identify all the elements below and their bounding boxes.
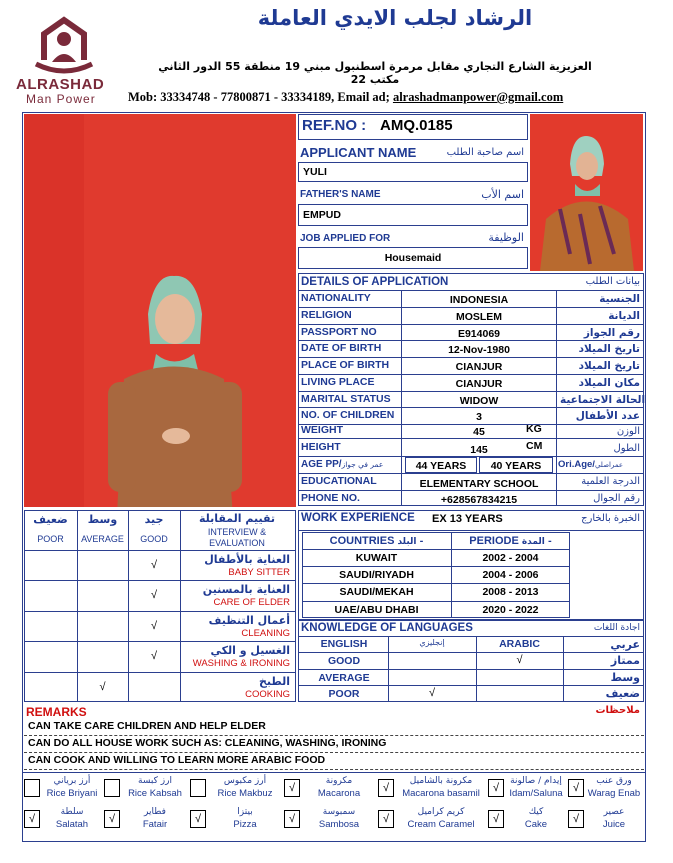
skill-name-ar: العناية بالمسنين [202, 583, 290, 597]
ref-value: AMQ.0185 [380, 117, 453, 134]
food-checkbox[interactable]: √ [190, 810, 206, 828]
remarks-label: REMARKS [26, 705, 87, 719]
row-divider [298, 391, 644, 392]
skill-name: BABY SITTER [228, 567, 290, 578]
weight-label-ar: الوزن [616, 426, 640, 437]
skill-good-mark: √ [150, 619, 158, 632]
remark-line: CAN TAKE CARE CHILDREN AND HELP ELDER [28, 720, 266, 732]
food-checkbox[interactable] [104, 779, 120, 797]
job-label-ar: الوظيفة [488, 231, 524, 244]
food-name-ar: مكرونة [325, 776, 353, 786]
skill-name-ar: أعمال التنظيف [208, 613, 290, 627]
height-label-ar: الطول [613, 443, 640, 454]
skill-name-ar: العناية بالأطفال [204, 553, 290, 566]
applicant-name-label-ar: اسم صاحبة الطلب [446, 147, 524, 158]
detail-label: NO. OF CHILDREN [301, 409, 395, 422]
food-name-ar: أرز برياني [53, 776, 91, 786]
row-divider [24, 611, 296, 612]
experience-country: SAUDI/RIYADH [339, 569, 414, 582]
food-name-ar: بيتزا [237, 807, 253, 817]
logo [14, 12, 114, 104]
lang-arabic-label-ar: عربي [610, 638, 640, 651]
language-level: GOOD [327, 655, 361, 667]
skill-poor-ar: ضعيف [33, 513, 68, 526]
food-name: Macarona basamil [402, 788, 480, 799]
lang-arabic-label: ARABIC [499, 638, 540, 650]
weight-label: WEIGHT [301, 424, 343, 436]
food-checkbox[interactable]: √ [24, 810, 40, 828]
food-name-ar: كيك [528, 807, 544, 817]
detail-label: PLACE OF BIRTH [301, 359, 390, 371]
details-header-ar: بيانات الطلب [585, 276, 640, 287]
food-name-ar: فطاير [144, 807, 166, 817]
detail-label: DATE OF BIRTH [301, 342, 382, 355]
company-title: الرشاد لجلب الايدي العاملة [257, 6, 533, 30]
food-name: Salatah [55, 819, 89, 830]
skill-eval-label: INTERVIEW & EVALUATION [207, 527, 267, 548]
food-checkbox[interactable]: √ [378, 779, 394, 797]
remark-divider [24, 752, 644, 753]
skill-name: CLEANING [241, 627, 290, 639]
detail-label: NATIONALITY [301, 292, 371, 304]
detail-label-ar: تاريخ الميلاد [578, 343, 640, 356]
food-name-ar: سلطة [60, 807, 84, 817]
father-name-label: FATHER'S NAME [300, 189, 381, 200]
food-checkbox[interactable]: √ [284, 779, 300, 797]
experience-period: 2002 - 2004 [482, 552, 539, 564]
detail-label-ar: الحالة الاجتماعية [560, 393, 646, 406]
languages-label-ar: اجادة اللغات [593, 623, 640, 633]
food-name: Sambosa [318, 819, 360, 830]
detail-label: RELIGION [301, 308, 352, 321]
row-divider [298, 357, 644, 358]
countries-label: COUNTRIES البلد - [329, 535, 424, 547]
row-divider [24, 672, 296, 673]
row-divider [302, 601, 570, 602]
skill-average-ar: وسط [87, 513, 118, 526]
food-name: Cake [524, 819, 548, 830]
row-divider [24, 580, 296, 581]
lang-english-label: ENGLISH [320, 638, 368, 650]
company-contact: Mob: 33334748 - 77800871 - 33334189, Email ad; alrashadmanpower@gmail.com [128, 90, 564, 104]
food-checkbox[interactable]: √ [488, 810, 504, 828]
detail-value: INDONESIA [449, 294, 509, 306]
skill-name-ar: الطبخ [258, 674, 290, 688]
skill-name: CARE OF ELDER [213, 597, 290, 609]
detail-value: 12-Nov-1980 [448, 344, 510, 357]
skill-eval-ar: تقييم المقابلة [198, 512, 276, 525]
father-name-label-ar: اسم الأب [481, 188, 524, 201]
applicant-passport-photo [530, 114, 643, 271]
ref-label: REF.NO : [302, 117, 367, 134]
remark-divider [24, 735, 644, 736]
detail-label-ar: الديانة [608, 309, 640, 322]
education-value: ELEMENTARY SCHOOL [419, 478, 539, 490]
food-checkbox[interactable]: √ [568, 779, 584, 797]
food-name-ar: إيدام / صالونة [510, 776, 562, 786]
height-unit: CM [526, 440, 543, 452]
food-name: Fatair [142, 819, 168, 830]
period-label: PERIODE المدة - [469, 535, 552, 547]
experience-label: WORK EXPERIENCE [301, 512, 415, 524]
height-label: HEIGHT [301, 441, 341, 453]
age-orig-label: Ori.Age/عمراصلي [558, 459, 624, 470]
food-name: Rice Kabsah [128, 788, 182, 799]
skill-poor-label: POOR [37, 534, 64, 544]
age-label: AGE PP/عمر في جواز [301, 459, 384, 470]
skill-good-mark: √ [150, 559, 158, 571]
father-name-value: EMPUD [303, 209, 341, 221]
food-checkbox[interactable]: √ [488, 779, 504, 797]
language-level: POOR [328, 688, 360, 701]
age-orig-value: 40 YEARS [490, 460, 542, 472]
food-name-ar: ارز كبسة [138, 776, 172, 786]
food-name: Macarona [317, 788, 361, 799]
skill-name-ar: الغسيل و الكي [210, 644, 290, 658]
food-name: Juice [602, 819, 626, 830]
job-label: JOB APPLIED FOR [300, 233, 391, 244]
age-pp-value: 44 YEARS [415, 460, 467, 472]
education-label-ar: الدرجة العلمية [581, 476, 640, 487]
row-divider [302, 583, 570, 584]
food-name: Rice Makbuz [217, 788, 273, 799]
job-value: Housemaid [384, 252, 442, 264]
food-checkbox[interactable]: √ [568, 810, 584, 828]
detail-label-ar: تاريخ الميلاد [578, 360, 640, 372]
skill-good-ar: جيد [144, 513, 164, 526]
food-name: Cream Caramel [407, 819, 475, 830]
weight-unit: KG [526, 423, 542, 435]
row-divider [298, 324, 644, 325]
weight-value: 45 [473, 426, 485, 438]
experience-value: EX 13 YEARS [432, 513, 503, 525]
detail-label: PASSPORT NO [301, 325, 377, 338]
remarks-label-ar: ملاحظات [595, 705, 640, 716]
english-mark: √ [428, 687, 436, 700]
height-value: 145 [470, 444, 488, 456]
skill-name: COOKING [245, 688, 290, 700]
detail-label-ar: رقم الجواز [583, 326, 640, 339]
experience-country: SAUDI/MEKAH [339, 586, 414, 599]
skill-good-mark: √ [150, 589, 158, 602]
remark-line: CAN COOK AND WILLING TO LEARN MORE ARABIC FOOD [28, 754, 326, 766]
language-level-ar: ممتاز [610, 654, 640, 667]
logo-name: ALRASHAD [16, 76, 105, 93]
phone-label-ar: رقم الجوال [593, 493, 640, 504]
applicant-name-value: YULI [303, 166, 327, 178]
experience-label-ar: الخبرة بالخارج [581, 513, 640, 524]
experience-period: 2004 - 2006 [482, 569, 539, 582]
row-divider [298, 340, 644, 341]
remark-divider [24, 769, 644, 770]
lang-english-label-ar: إنجليزي [419, 638, 445, 647]
food-name-ar: كريم كراميل [417, 807, 465, 817]
language-level: AVERAGE [318, 671, 370, 684]
food-name: Pizza [233, 819, 257, 830]
logo-emblem-icon [14, 12, 114, 82]
detail-label-ar: عدد الأطفال [575, 410, 640, 423]
language-level-ar: وسط [610, 670, 640, 684]
detail-value: CIANJUR [455, 377, 503, 390]
food-name: Idam/Saluna [509, 788, 563, 799]
phone-value: +628567834215 [440, 494, 518, 506]
row-divider [298, 685, 644, 686]
company-address: العزيزية الشارع التجاري مقابل مرمرة اسطنبول مبني 19 منطقة 55 الدور الثاني مكتب 22 [158, 60, 592, 86]
food-name-ar: ورق عنب [596, 776, 632, 786]
row-divider [302, 566, 570, 567]
experience-period: 2020 - 2022 [482, 603, 539, 616]
experience-period: 2008 - 2013 [482, 586, 539, 599]
skill-average-mark: √ [99, 680, 106, 693]
arabic-mark: √ [516, 654, 523, 666]
food-name: Rice Briyani [46, 788, 98, 799]
food-name-ar: عصير [603, 807, 625, 817]
detail-label: MARITAL STATUS [301, 392, 391, 405]
food-name-ar: سمبوسة [322, 807, 356, 817]
remark-line: CAN DO ALL HOUSE WORK SUCH AS: CLEANING, WASHING, IRONING [28, 737, 387, 749]
row-divider [298, 307, 644, 308]
logo-sub: Man Power [26, 92, 96, 106]
applicant-full-photo [24, 114, 296, 507]
row-divider [298, 424, 644, 425]
detail-value: 3 [476, 411, 482, 424]
detail-label-ar: مكان الميلاد [578, 376, 640, 389]
food-name-ar: مكرونة بالشاميل [409, 776, 473, 786]
skill-good-mark: √ [150, 650, 158, 663]
detail-label-ar: الجنسية [599, 293, 640, 305]
applicant-name-label: APPLICANT NAME [300, 145, 417, 160]
food-checkbox[interactable]: √ [284, 810, 300, 828]
experience-country: KUWAIT [355, 552, 398, 564]
phone-label: PHONE NO. [301, 492, 360, 504]
food-checkbox[interactable] [24, 779, 40, 797]
details-header: DETAILS OF APPLICATION [301, 276, 449, 288]
detail-label: LIVING PLACE [301, 375, 375, 388]
detail-value: WIDOW [459, 394, 499, 407]
food-name: Warag Enab [587, 788, 641, 799]
detail-value: MOSLEM [455, 310, 503, 323]
applicant-name-field [298, 162, 528, 182]
education-label: EDUCATIONAL [301, 475, 377, 487]
language-level-ar: ضعيف [605, 687, 640, 701]
skill-name: WASHING & IRONING [192, 658, 290, 670]
row-divider [298, 669, 644, 670]
detail-value: E914069 [457, 327, 501, 340]
row-divider [24, 641, 296, 642]
email-link[interactable]: alrashadmanpower@gmail.com [392, 90, 564, 104]
food-name-ar: أرز مكبوس [223, 776, 267, 786]
food-checkbox[interactable] [190, 779, 206, 797]
detail-value: CIANJUR [455, 361, 503, 373]
skill-good-label: GOOD [140, 534, 168, 544]
row-divider [298, 407, 644, 408]
food-checkbox[interactable]: √ [378, 810, 394, 828]
skill-average-label: AVERAGE [81, 534, 124, 544]
languages-label: KNOWLEDGE OF LANGUAGES [301, 622, 473, 634]
food-checkbox[interactable]: √ [104, 810, 120, 828]
row-divider [298, 374, 644, 375]
experience-country: UAE/ABU DHABI [334, 603, 419, 616]
